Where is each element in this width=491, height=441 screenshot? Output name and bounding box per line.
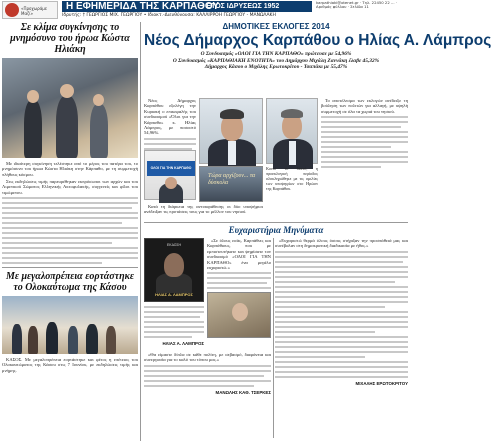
masthead bbox=[0, 0, 410, 20]
section-divider bbox=[144, 222, 408, 223]
article-paragraph: «Θα είμαστε δίπλα σε κάθε πολίτη, με σεβασμό, διαφάνεια και συνεργασία για το καλό του τόπου μας.» bbox=[144, 352, 271, 363]
masthead-contact-info: karpathiaki@otenet.gr · Τηλ. 22450 22 ... · Αριθμός φύλλου · Σελίδα 11 bbox=[316, 0, 398, 10]
thanks-photo bbox=[207, 292, 271, 338]
article-paragraph: Στις εκδηλώσεις τιμής παρευρέθηκαν εκπρόσωποι των αρχών και του Λιμενικού Σώματος Ελληνικής Ακτοφυλακής, συγγενείς και φίλοι του τιμώμενου. bbox=[2, 178, 138, 195]
article-paragraph: «Ευχαριστώ θερμά όλους όσους στήριξαν την προσπάθειά μας και συνέβαλαν στη δημοκρατική διαδικασία με ήθος.» bbox=[275, 238, 408, 249]
article-paragraph: «Σε όλους εσάς, Καρπάθιες και Καρπάθιους, που με εμπιστευτήκατε και ψηφίσατε τον συνδυασμό «ΟΛΟΙ ΓΙΑ ΤΗΝ ΚΑΡΠΑΘΟ» ένα μεγάλο ευχαριστώ.» bbox=[207, 238, 271, 271]
article-paragraph: Με ιδιαίτερη συγκίνηση τελέστηκε από το μέρος του πατέρα του, το μνημόσυνο του ήρωα Κώστα Ηλιάκη στην Κάρπαθο, με τη συμμετοχή πλήθους κόσμου. bbox=[2, 161, 138, 177]
result-line: Ο Συνδυασμός «ΟΛΟΙ ΓΙΑ ΤΗΝ ΚΑΡΠΑΘΟ» πρώτευσε με 54,96% bbox=[200, 51, 352, 57]
masthead-credits: Ιδρυτής: † ΓΕΩΡΓΙΟΣ ΜΙΧ. ΓΕΩΡΓΙΟΥ • Ιδιοκτ.-Διευθύνουσα: ΚΑΛΛΙΡΡΟΗ ΓΕΩΡΓΙΟΥ - ΜΑΝΩΛΑΚΗ bbox=[62, 13, 276, 18]
message-text bbox=[207, 238, 271, 270]
message-signature: ΜΙΧΑΛΗΣ ΕΡΩΤΟΚΡΙΤΟΥ bbox=[355, 380, 408, 386]
logo-emblem-icon bbox=[5, 3, 19, 17]
message-text bbox=[144, 352, 271, 363]
message-signature: ΗΛΙΑΣ Α. ΛΑΜΠΡΟΣ bbox=[162, 341, 204, 346]
article-paragraph: Το αποτέλεσμα των εκλογών ανέδειξε τη βούληση των πολιτών για αλλαγή, με υψηλή συμμετοχή σε όλα τα χωριά του νησιού. bbox=[321, 98, 408, 114]
founded-year: • ΕΤΟΣ ΙΔΡΥΣΕΩΣ 1952 bbox=[202, 3, 280, 10]
book-cover bbox=[144, 238, 204, 302]
candidate-portrait bbox=[199, 98, 263, 164]
election-headline: Νέος Δήμαρχος Καρπάθου ο Ηλίας Α. Λάμπρος bbox=[144, 32, 491, 49]
article-text-block bbox=[2, 197, 138, 264]
election-article-body bbox=[321, 98, 408, 114]
kasos-headline: Με μεγαλοπρέπεια εορτάστηκε το Ολοκαύτωμα της Κάσου bbox=[5, 270, 135, 293]
column-divider bbox=[273, 238, 274, 438]
thanks-message-3 bbox=[275, 238, 408, 386]
election-article-body bbox=[144, 204, 263, 215]
election-section-label: ΔΗΜΟΤΙΚΕΣ ΕΚΛΟΓΕΣ 2014 bbox=[222, 22, 330, 31]
logo-tagline: «Προχωράμε Μαζί» bbox=[21, 6, 47, 16]
article-paragraph: ΚΑΣΟΣ. Με μεγαλοπρέπεια εορτάστηκε και φέτος η επέτειος του Ολοκαυτώματος της Κάσου στις 7 Ιουνίου, με εκδηλώσεις τιμής και μνήμης. bbox=[2, 356, 138, 373]
election-article-body bbox=[144, 98, 196, 136]
left-column bbox=[2, 22, 138, 375]
photo-caption: Κοινό το δεκτό, η προεκλογική περίοδος ολοκληρώθηκε με τις ομιλίες των υποψηφίων στο Ηρώον της Καρπάθου. bbox=[266, 166, 318, 191]
quote-text: Τώρα αρχίζουν... τα δύσκολα bbox=[208, 173, 256, 186]
thanks-col-1 bbox=[144, 306, 204, 346]
book-author: ΗΛΙΑΣ Α. ΛΑΜΠΡΟΣ bbox=[155, 292, 193, 297]
newspaper-title: Η ΕΦΗΜΕΡΙΔΑ ΤΗΣ ΚΑΡΠΑΘΟΥ bbox=[62, 1, 312, 12]
memorial-photo bbox=[2, 58, 138, 158]
memorial-article-body bbox=[2, 161, 138, 195]
opponent-portrait bbox=[266, 98, 318, 164]
thanks-heading: Ευχαριστήρια Μηνύματα bbox=[228, 225, 324, 235]
message-signature: ΜΑΝΩΛΗΣ ΚΑΘ. ΤΣΕΡΚΕΣ bbox=[215, 389, 271, 395]
election-col-2 bbox=[144, 204, 263, 216]
article-paragraph: Νέος Δήμαρχος Καρπάθου εξελέγη την Κυριακή ο επικεφαλής του συνδυασμού «Όλοι για την Κάρπαθο» κ. Ηλίας Λάμπρος, με ποσοστό 54,96%. bbox=[144, 98, 196, 136]
book-title: ΕΚΔΟΣΗ bbox=[167, 243, 181, 247]
newspaper-logo bbox=[2, 1, 58, 19]
quote-photo bbox=[199, 166, 263, 202]
column-divider bbox=[140, 22, 141, 441]
election-col-3 bbox=[321, 98, 408, 171]
kasos-article-body bbox=[2, 357, 138, 373]
message-text bbox=[275, 238, 408, 249]
thanks-message-2 bbox=[144, 352, 271, 395]
result-line: Δήμαρχος Κάσου ο Μιχάλης Ερωτοκρίτου - Τσαπάκι με 55,47% bbox=[204, 64, 348, 71]
campaign-banner-text: ΟΛΟΙ ΓΙΑ ΤΗΝ ΚΑΡΠΑΘΟ bbox=[147, 161, 195, 176]
result-line: Ο Συνδυασμός «ΚΑΡΠΑΘΙΑΚΗ ΕΝΟΤΗΤΑ» του Δημάρχου Μιχάλη Ζαννάκη έλαβε 45,32% bbox=[172, 57, 380, 64]
election-story bbox=[144, 22, 491, 71]
memorial-headline: Σε κλίμα συγκίνησης το μνημόσυνο του ήρωα Κώστα Ηλιάκη bbox=[10, 22, 130, 55]
campaign-banner-photo bbox=[144, 150, 196, 200]
kasos-photo bbox=[2, 296, 138, 354]
article-paragraph: Κατά τη διάρκεια της αντιπαράθεσης οι δύο υποψήφιοι ανέδειξαν τις προτάσεις τους για το μέλλον του νησιού. bbox=[144, 204, 263, 215]
election-results bbox=[144, 51, 408, 71]
